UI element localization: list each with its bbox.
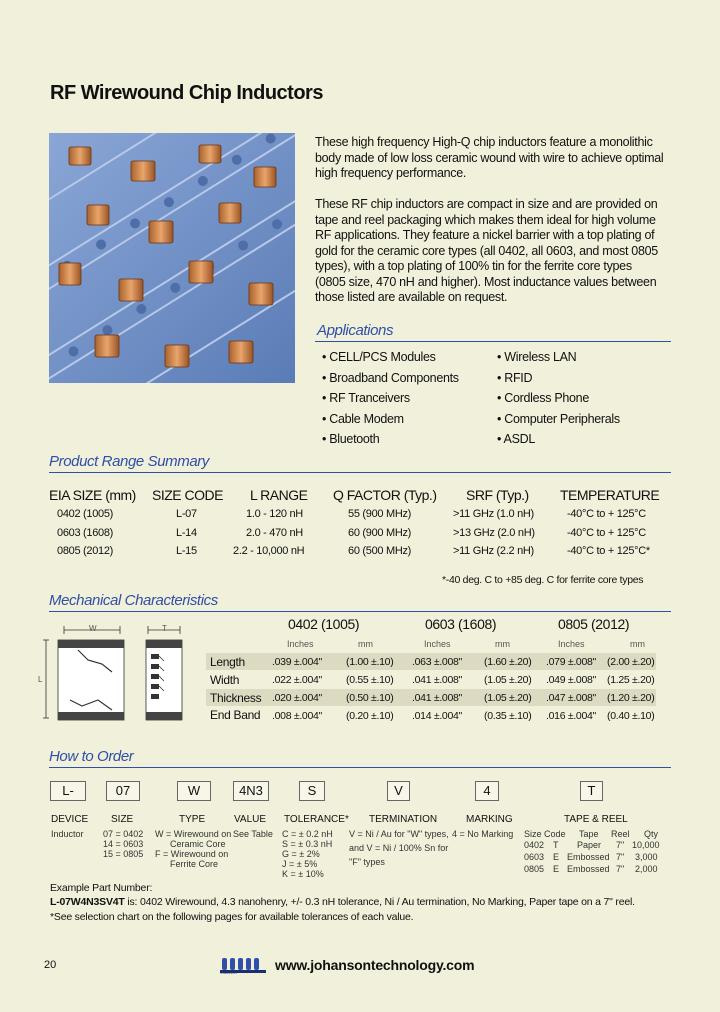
order-header: TERMINATION bbox=[369, 814, 438, 825]
tape-cell: 0603 bbox=[524, 852, 545, 862]
mech-label: Width bbox=[210, 673, 240, 687]
mech-label: Length bbox=[210, 655, 245, 669]
order-detail: and V = Ni / 100% Sn for bbox=[349, 843, 449, 853]
mech-value: (0.50 ±.10) bbox=[346, 692, 394, 704]
mech-value: (1.00 ±.10) bbox=[346, 656, 394, 668]
example-description: is: 0402 Wirewound, 4.3 nanohenry, +/- 0.3 nH tolerance, Ni / Au termination, No Marking, Paper tape on a 7" reel. bbox=[124, 896, 635, 908]
mech-value: (0.40 ±.10) bbox=[607, 710, 655, 722]
tape-cell: 10,000 bbox=[632, 840, 660, 850]
order-detail: K = ± 10% bbox=[282, 869, 324, 879]
mech-unit: Inches bbox=[287, 639, 314, 649]
mech-unit: mm bbox=[495, 639, 510, 649]
order-box-type: W bbox=[177, 781, 211, 801]
mech-value: (1.60 ±.20) bbox=[484, 656, 532, 668]
range-summary-heading: Product Range Summary bbox=[49, 453, 210, 470]
company-logo bbox=[220, 955, 268, 975]
order-header: VALUE bbox=[234, 814, 267, 825]
order-header: TOLERANCE* bbox=[284, 814, 349, 825]
mech-value: .063 ±.008" bbox=[412, 656, 462, 668]
mech-label: Thickness bbox=[210, 691, 262, 705]
range-cell: 0603 (1608) bbox=[57, 527, 114, 539]
mech-value: .008 ±.004" bbox=[272, 710, 322, 722]
range-cell: L-15 bbox=[176, 545, 197, 557]
tape-header: Reel bbox=[611, 829, 630, 839]
range-header: SIZE CODE bbox=[152, 487, 223, 503]
example-part-number: L-07W4N3SV4T bbox=[50, 896, 125, 908]
order-detail: 4 = No Marking bbox=[452, 829, 514, 839]
order-detail: S = ± 0.3 nH bbox=[282, 839, 333, 849]
application-item: • ASDL bbox=[497, 432, 536, 446]
logo-text: JOHANSON bbox=[220, 971, 237, 975]
application-item: • Computer Peripherals bbox=[497, 412, 620, 426]
order-header: DEVICE bbox=[51, 814, 89, 825]
tape-cell: 7" bbox=[616, 864, 625, 874]
order-rule bbox=[49, 767, 671, 768]
mech-size-header: 0603 (1608) bbox=[425, 616, 497, 632]
tape-header: Tape bbox=[579, 829, 599, 839]
range-cell: -40°C to + 125°C* bbox=[567, 545, 650, 557]
tape-header: Code bbox=[544, 829, 566, 839]
tape-header: Size bbox=[524, 829, 542, 839]
mech-value: .039 ±.004" bbox=[272, 656, 322, 668]
mech-value: (1.20 ±.20) bbox=[607, 692, 655, 704]
mech-size-header: 0402 (1005) bbox=[288, 616, 360, 632]
range-cell: 1.0 - 120 nH bbox=[246, 508, 303, 520]
application-item: • Cordless Phone bbox=[497, 391, 589, 405]
tape-cell: 7" bbox=[616, 840, 625, 850]
range-cell: L-07 bbox=[176, 508, 197, 520]
tape-cell: 7" bbox=[616, 852, 625, 862]
mech-unit: Inches bbox=[424, 639, 451, 649]
tape-cell: Paper bbox=[577, 840, 602, 850]
range-header: Q FACTOR (Typ.) bbox=[333, 487, 437, 503]
range-header: TEMPERATURE bbox=[560, 487, 660, 503]
range-footnote: *-40 deg. C to +85 deg. C for ferrite core types bbox=[442, 574, 644, 586]
tape-cell: Embossed bbox=[567, 852, 610, 862]
tape-cell: Embossed bbox=[567, 864, 610, 874]
order-box-termination: V bbox=[387, 781, 410, 801]
mech-value: .016 ±.004" bbox=[546, 710, 596, 722]
example-label: Example Part Number: bbox=[50, 882, 153, 894]
example-line bbox=[50, 896, 635, 908]
mechanical-rule bbox=[49, 611, 671, 612]
application-item: • CELL/PCS Modules bbox=[322, 350, 436, 364]
range-cell: 55 (900 MHz) bbox=[348, 508, 412, 520]
range-cell: >11 GHz (2.2 nH) bbox=[453, 545, 534, 557]
order-detail: 14 = 0603 bbox=[103, 839, 144, 849]
order-header: SIZE bbox=[111, 814, 134, 825]
tape-cell: 2,000 bbox=[635, 864, 658, 874]
mech-value: .047 ±.008" bbox=[546, 692, 596, 704]
page-number: 20 bbox=[44, 959, 57, 971]
order-detail: F = Wirewound on bbox=[155, 849, 229, 859]
mech-value: (0.55 ±.10) bbox=[346, 674, 394, 686]
order-detail: G = ± 2% bbox=[282, 849, 320, 859]
website-link[interactable]: www.johansontechnology.com bbox=[275, 957, 475, 973]
range-cell: 60 (500 MHz) bbox=[348, 545, 412, 557]
mech-value: (1.05 ±.20) bbox=[484, 692, 532, 704]
mech-value: .041 ±.008" bbox=[412, 674, 462, 686]
range-cell: 0402 (1005) bbox=[57, 508, 114, 520]
range-cell: -40°C to + 125°C bbox=[567, 527, 646, 539]
mech-value: .041 ±.008" bbox=[412, 692, 462, 704]
order-header: MARKING bbox=[466, 814, 513, 825]
order-header: TYPE bbox=[179, 814, 206, 825]
order-detail: Ceramic Core bbox=[170, 839, 226, 849]
intro-paragraph-1: These high frequency High-Q chip inductors feature a monolithic body made of low loss ceramic wound with wire to achieve optimal high frequency performance. bbox=[315, 135, 664, 180]
applications-rule bbox=[315, 341, 671, 342]
range-cell: L-14 bbox=[176, 527, 197, 539]
order-box-size: 07 bbox=[106, 781, 140, 801]
mech-unit: mm bbox=[358, 639, 373, 649]
range-cell: 0805 (2012) bbox=[57, 545, 114, 557]
range-summary-rule bbox=[49, 472, 671, 473]
thickness-label: T bbox=[162, 624, 167, 633]
order-box-value: 4N3 bbox=[233, 781, 269, 801]
order-heading: How to Order bbox=[49, 748, 134, 765]
order-header: TAPE & REEL bbox=[564, 814, 628, 825]
tape-cell: E bbox=[553, 852, 560, 862]
example-note: *See selection chart on the following pages for available tolerances of each value. bbox=[50, 911, 414, 923]
range-cell: >11 GHz (1.0 nH) bbox=[453, 508, 534, 520]
order-detail: See Table bbox=[233, 829, 273, 839]
tape-header: Qty bbox=[644, 829, 659, 839]
mech-value: .014 ±.004" bbox=[412, 710, 462, 722]
order-detail: C = ± 0.2 nH bbox=[282, 829, 333, 839]
tape-cell: 0805 bbox=[524, 864, 545, 874]
order-box-tape: T bbox=[580, 781, 603, 801]
order-box-tolerance: S bbox=[299, 781, 325, 801]
tape-cell: 0402 bbox=[524, 840, 545, 850]
mech-value: .022 ±.004" bbox=[272, 674, 322, 686]
applications-heading: Applications bbox=[317, 322, 394, 339]
mech-value: .020 ±.004" bbox=[272, 692, 322, 704]
application-item: • RF Tranceivers bbox=[322, 391, 410, 405]
order-detail: J = ± 5% bbox=[282, 859, 318, 869]
order-detail: "F" types bbox=[349, 857, 385, 867]
mech-value: (1.25 ±.20) bbox=[607, 674, 655, 686]
order-detail: 15 = 0805 bbox=[103, 849, 144, 859]
application-item: • Wireless LAN bbox=[497, 350, 577, 364]
mech-value: (1.05 ±.20) bbox=[484, 674, 532, 686]
range-header: L RANGE bbox=[250, 487, 308, 503]
width-label: W bbox=[89, 624, 97, 633]
mech-label: End Band bbox=[210, 708, 261, 722]
order-box-device: L- bbox=[50, 781, 86, 801]
range-cell: 2.0 - 470 nH bbox=[246, 527, 303, 539]
order-detail: Ferrite Core bbox=[170, 859, 219, 869]
mech-value: .049 ±.008" bbox=[546, 674, 596, 686]
mechanical-heading: Mechanical Characteristics bbox=[49, 592, 218, 609]
order-box-marking: 4 bbox=[475, 781, 499, 801]
mech-value: (2.00 ±.20) bbox=[607, 656, 655, 668]
mech-unit: Inches bbox=[558, 639, 585, 649]
mech-value: .079 ±.008" bbox=[546, 656, 596, 668]
mech-size-header: 0805 (2012) bbox=[558, 616, 630, 632]
page-title: RF Wirewound Chip Inductors bbox=[50, 82, 323, 104]
chip-dimension-diagram bbox=[40, 620, 190, 725]
range-cell: 60 (900 MHz) bbox=[348, 527, 412, 539]
order-detail: 07 = 0402 bbox=[103, 829, 144, 839]
order-detail: V = Ni / Au for "W" types, bbox=[349, 829, 449, 839]
length-label: L bbox=[38, 675, 43, 684]
order-detail: Inductor bbox=[51, 829, 84, 839]
application-item: • RFID bbox=[497, 371, 533, 385]
application-item: • Broadband Components bbox=[322, 371, 459, 385]
range-header: SRF (Typ.) bbox=[466, 487, 529, 503]
tape-cell: T bbox=[553, 840, 559, 850]
range-header: EIA SIZE (mm) bbox=[49, 487, 136, 503]
order-detail: W = Wirewound on bbox=[155, 829, 232, 839]
tape-cell: 3,000 bbox=[635, 852, 658, 862]
range-cell: >13 GHz (2.0 nH) bbox=[453, 527, 535, 539]
range-cell: -40°C to + 125°C bbox=[567, 508, 646, 520]
mech-value: (0.35 ±.10) bbox=[484, 710, 532, 722]
product-photo bbox=[49, 133, 295, 383]
application-item: • Bluetooth bbox=[322, 432, 380, 446]
mech-value: (0.20 ±.10) bbox=[346, 710, 394, 722]
tape-cell: E bbox=[553, 864, 560, 874]
intro-paragraph-2: These RF chip inductors are compact in size and are provided on tape and reel packaging which makes them ideal for high volume RF applications. They feature a nickel barrier with a top plating of gold for the ceramic core types (all 0402, all 0603, and most 0805 types), with a top plating of 100% tin for the ferrite core types (0805 size, 470 nH and higher). Most inductance values between those listed are available on request. bbox=[315, 197, 658, 304]
range-cell: 2.2 - 10,000 nH bbox=[233, 545, 305, 557]
mech-unit: mm bbox=[630, 639, 645, 649]
application-item: • Cable Modem bbox=[322, 412, 404, 426]
